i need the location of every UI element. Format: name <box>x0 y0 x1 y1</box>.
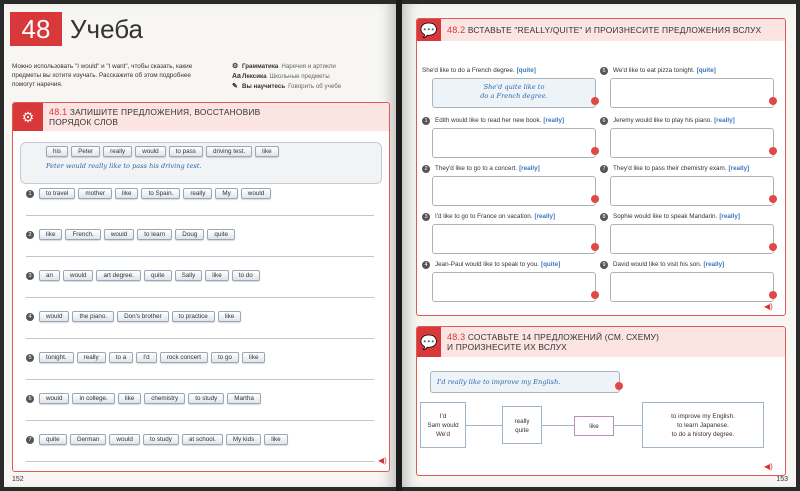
item-number: 3 <box>422 213 430 221</box>
word-tile[interactable]: to study <box>188 393 224 404</box>
right-page <box>402 4 796 487</box>
word-tile[interactable]: quite <box>39 434 67 445</box>
item-number: 8 <box>600 213 608 221</box>
item-number: 6 <box>600 117 608 125</box>
row-number: 1 <box>26 190 34 198</box>
answer-line[interactable] <box>26 450 374 462</box>
word-tile[interactable]: to practice <box>172 311 215 322</box>
word-tile[interactable]: would <box>109 434 139 445</box>
speaker-icon[interactable]: ◀) <box>764 462 773 471</box>
word-tile[interactable]: at school. <box>182 434 223 445</box>
word-tile: driving test. <box>206 146 252 157</box>
word-tile: like <box>255 146 278 157</box>
word-tile[interactable]: mother <box>78 188 112 199</box>
item-number: 1 <box>422 117 430 125</box>
word-tile[interactable]: like <box>115 188 138 199</box>
audio-dot-icon[interactable] <box>591 147 599 155</box>
pencil-icon: ✎ <box>232 83 238 90</box>
answer-box[interactable] <box>432 176 596 206</box>
example-tiles <box>46 146 282 157</box>
item-hint: [quite] <box>696 67 716 74</box>
word-tile[interactable]: like <box>242 352 265 363</box>
word-tile: would <box>135 146 165 157</box>
word-tile[interactable]: in college. <box>72 393 114 404</box>
word-tile[interactable]: like <box>264 434 287 445</box>
word-tile[interactable]: an <box>39 270 60 281</box>
word-tile[interactable]: Don's brother <box>117 311 169 322</box>
item-hint: [really] <box>728 165 750 172</box>
item-sentence: They'd like to go to a concert. <box>435 165 518 172</box>
answer-box[interactable] <box>610 176 774 206</box>
left-page <box>4 4 396 487</box>
word-tile: Peter <box>71 146 100 157</box>
word-tile[interactable]: quite <box>207 229 235 240</box>
example-answer-box <box>432 78 596 108</box>
word-tile[interactable]: the piano. <box>72 311 114 322</box>
meta-vocabulary <box>232 72 341 82</box>
word-tile[interactable]: to Spain. <box>141 188 180 199</box>
example-item <box>422 66 602 108</box>
speaker-icon[interactable]: ◀) <box>378 456 387 465</box>
exercise-item <box>600 260 780 302</box>
answer-box[interactable] <box>610 78 774 108</box>
item-number: 7 <box>600 165 608 173</box>
exercise-item <box>600 212 780 254</box>
row-number: 5 <box>26 354 34 362</box>
answer-line[interactable] <box>26 327 374 339</box>
word-tile[interactable]: German <box>70 434 107 445</box>
answer-box[interactable] <box>610 224 774 254</box>
exercise-item <box>422 164 602 206</box>
word-tile: really <box>103 146 132 157</box>
row-number: 7 <box>26 436 34 444</box>
answer-box[interactable] <box>610 272 774 302</box>
word-tile[interactable]: Doug <box>175 229 204 240</box>
example-answer-text: Peter would really like to pass his driving test. <box>46 162 202 170</box>
exercise-header <box>417 327 785 357</box>
word-tile[interactable]: like <box>118 393 141 404</box>
word-tile[interactable]: to travel <box>39 188 75 199</box>
diagram-adverbs <box>502 406 542 444</box>
diagram-verb <box>574 416 614 436</box>
audio-dot-icon[interactable] <box>769 195 777 203</box>
word-tile[interactable]: My <box>215 188 237 199</box>
audio-dot-icon[interactable] <box>769 291 777 299</box>
chapter-header <box>10 12 143 46</box>
word-tile[interactable]: like <box>205 270 228 281</box>
page-number: 152 <box>12 476 24 483</box>
audio-dot-icon[interactable] <box>591 97 599 105</box>
audio-dot-icon[interactable] <box>769 147 777 155</box>
exercise-number: 48.3 <box>447 332 466 342</box>
item-sentence: Jeremy would like to play his piano. <box>613 117 713 124</box>
exercise-title-line1: ЗАПИШИТЕ ПРЕДЛОЖЕНИЯ, ВОССТАНОВИВ <box>69 107 261 117</box>
word-tile[interactable]: would <box>39 311 69 322</box>
ending-2: to learn Japanese. <box>677 422 729 429</box>
word-tile[interactable]: French. <box>65 229 100 240</box>
exercise-item <box>600 164 780 206</box>
word-tile[interactable]: really <box>77 352 106 363</box>
word-tile[interactable]: would <box>63 270 93 281</box>
word-tile[interactable]: to study <box>143 434 179 445</box>
item-hint: [really] <box>703 261 725 268</box>
exercise-item <box>422 212 602 254</box>
chapter-intro: Можно использовать "I would" и "I want", чтобы сказать, какие предметы вы хотите изучать. Расскажите об этом подробнее помогут наречия. <box>12 63 193 88</box>
exercise-number: 48.2 <box>447 25 466 35</box>
item-hint: [really] <box>543 117 565 124</box>
exercise-header <box>417 19 785 41</box>
word-tile[interactable]: like <box>39 229 62 240</box>
meta-value: Школьные предметы <box>269 73 330 80</box>
item-number: 9 <box>600 261 608 269</box>
word-tile[interactable]: tonight. <box>39 352 74 363</box>
word-tile[interactable]: Martha <box>227 393 261 404</box>
chapter-meta <box>232 62 341 92</box>
ending-1: to improve my English. <box>671 413 735 420</box>
audio-dot-icon[interactable] <box>615 382 623 390</box>
meta-key: Лексика <box>242 73 267 80</box>
exercise-title-text: ВСТАВЬТЕ "REALLY/QUITE" И ПРОИЗНЕСИТЕ ПРЕДЛОЖЕНИЯ ВСЛУХ <box>467 25 762 35</box>
answer-line[interactable] <box>26 245 374 257</box>
exercise-item <box>422 116 602 158</box>
exercise-title-line2: И ПРОИЗНЕСИТЕ ИХ ВСЛУХ <box>447 342 567 352</box>
exercise-row <box>26 434 291 445</box>
chapter-number: 48 <box>10 12 62 46</box>
ending-3: to do a history degree. <box>671 431 735 438</box>
ex3-example-box <box>430 371 620 393</box>
exercise-item <box>600 116 780 158</box>
answer-line[interactable] <box>26 368 374 380</box>
answer-box[interactable] <box>610 128 774 158</box>
word-tile[interactable]: to a <box>109 352 134 363</box>
item-hint: [really] <box>519 165 540 172</box>
word-tile[interactable]: to go <box>211 352 239 363</box>
vocabulary-icon: Aa <box>232 73 241 80</box>
word-tile[interactable]: to do <box>232 270 260 281</box>
meta-key: Вы научитесь <box>242 83 286 90</box>
ex3-example-text: I'd really like to improve my English. <box>437 378 561 386</box>
item-sentence: Sophie would like to speak Mandarin. <box>613 213 718 220</box>
exercise-row <box>26 352 268 363</box>
exercise-row <box>26 188 274 199</box>
example-answer-line2: do a French degree. <box>480 92 548 100</box>
answer-box[interactable] <box>432 224 596 254</box>
adverb-1: really <box>514 418 530 425</box>
exercise-48-3 <box>416 326 786 476</box>
exercise-title-line2: ПОРЯДОК СЛОВ <box>49 117 119 127</box>
exercise-item <box>422 260 602 302</box>
gear-icon: ⚙ <box>232 63 239 70</box>
audio-dot-icon[interactable] <box>591 195 599 203</box>
item-hint: [really] <box>534 213 556 220</box>
answer-line[interactable] <box>26 409 374 421</box>
word-tile[interactable]: like <box>218 311 241 322</box>
row-number: 2 <box>26 231 34 239</box>
answer-box[interactable] <box>432 272 596 302</box>
exercise-header <box>13 103 389 131</box>
speech-bubble-icon: 💬 <box>417 19 441 41</box>
diagram-connector <box>614 425 642 426</box>
item-sentence: I'd like to go to France on vacation. <box>435 213 533 220</box>
exercise-row <box>26 393 264 404</box>
meta-skill <box>232 82 341 92</box>
item-number: 4 <box>422 261 430 269</box>
speech-bubble-icon: 💬 <box>417 327 441 357</box>
answer-line[interactable] <box>26 204 374 216</box>
page-number: 153 <box>776 476 788 483</box>
audio-dot-icon[interactable] <box>769 243 777 251</box>
word-tile[interactable]: My kids <box>226 434 261 445</box>
speaker-icon[interactable]: ◀) <box>764 302 773 311</box>
exercise-title <box>447 332 659 352</box>
diagram-connector <box>466 425 502 426</box>
audio-dot-icon[interactable] <box>591 291 599 299</box>
item-sentence: We'd like to eat pizza tonight. <box>613 67 695 74</box>
word-tile[interactable]: would <box>39 393 69 404</box>
item-hint: [really] <box>714 117 735 124</box>
meta-value: Наречия и артикли <box>281 63 336 70</box>
word-tile[interactable]: to learn <box>137 229 172 240</box>
answer-line[interactable] <box>26 286 374 298</box>
subject-3: We'd <box>435 431 451 438</box>
subject-2: Sam would <box>427 422 459 429</box>
subject-1: I'd <box>439 413 447 420</box>
exercise-row <box>26 229 238 240</box>
row-number: 6 <box>26 395 34 403</box>
exercise-title <box>447 25 761 35</box>
word-tile[interactable]: I'd <box>136 352 156 363</box>
meta-key: Грамматика <box>242 63 279 70</box>
example-answer-line1: She'd quite like to <box>483 83 545 91</box>
item-hint: [really] <box>719 213 740 220</box>
audio-dot-icon[interactable] <box>591 243 599 251</box>
word-tile[interactable]: Sally <box>175 270 203 281</box>
exercise-row <box>26 311 244 322</box>
word-tile[interactable]: would <box>241 188 271 199</box>
word-tile[interactable]: rock concert <box>160 352 208 363</box>
verb: like <box>589 423 599 430</box>
item-sentence: David would like to visit his son. <box>613 261 702 268</box>
exercise-title <box>49 107 260 127</box>
exercise-title-line1: СОСТАВЬТЕ 14 ПРЕДЛОЖЕНИЙ (СМ. СХЕМУ) <box>467 332 660 342</box>
item-sentence: Edith would like to read her new book. <box>435 117 542 124</box>
meta-value: Говорить об учебе <box>288 83 342 90</box>
word-tile[interactable]: quite <box>144 270 172 281</box>
adverb-2: quite <box>515 427 529 434</box>
item-number: 2 <box>422 165 430 173</box>
chapter-title: Учеба <box>70 13 143 44</box>
diagram-connector <box>542 425 574 426</box>
word-tile: his <box>46 146 68 157</box>
row-number: 4 <box>26 313 34 321</box>
item-number: 5 <box>600 67 608 75</box>
example-answer <box>46 162 366 170</box>
example-sentence: She'd like to do a French degree. <box>422 67 515 74</box>
meta-grammar <box>232 62 341 72</box>
exercise-row <box>26 270 263 281</box>
audio-dot-icon[interactable] <box>769 97 777 105</box>
example-hint: [quite] <box>516 67 536 74</box>
item-sentence: Jean-Paul would like to speak to you. <box>435 261 539 268</box>
word-tile[interactable]: would <box>104 229 134 240</box>
exercise-number: 48.1 <box>49 107 68 117</box>
diagram-subjects <box>420 402 466 448</box>
word-tile: to pass <box>169 146 203 157</box>
item-hint: [quite] <box>540 261 561 268</box>
answer-box[interactable] <box>432 128 596 158</box>
item-sentence: They'd like to pass their chemistry exam. <box>613 165 727 172</box>
gears-icon: ⚙ <box>13 103 43 131</box>
word-tile[interactable]: art degree. <box>96 270 140 281</box>
exercise-item <box>600 66 780 108</box>
row-number: 3 <box>26 272 34 280</box>
word-tile[interactable]: really <box>183 188 212 199</box>
diagram-endings <box>642 402 764 448</box>
word-tile[interactable]: chemistry <box>144 393 185 404</box>
